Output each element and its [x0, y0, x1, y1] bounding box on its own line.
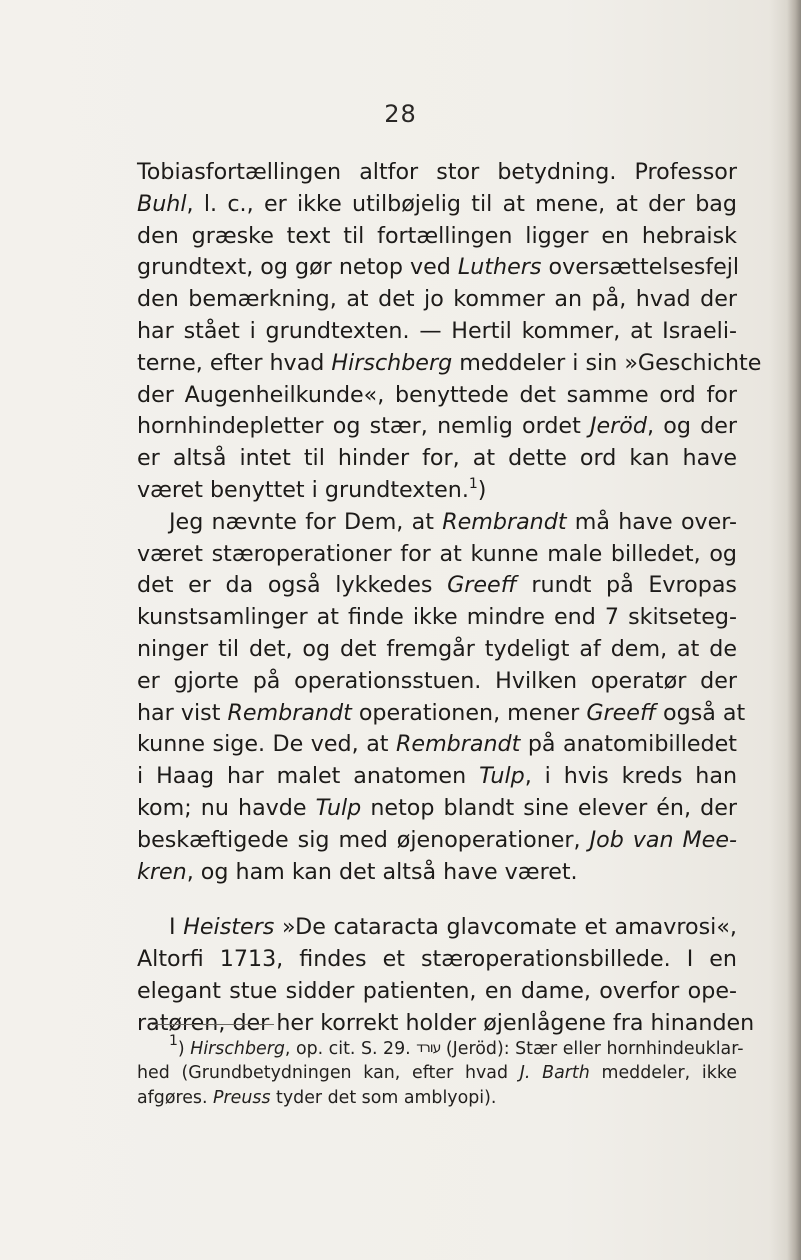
text-line — [137, 443, 737, 475]
text-run: Jeg nævnte for Dem, at — [169, 508, 443, 535]
body-text — [137, 157, 762, 1040]
paragraph — [137, 507, 746, 889]
italic-name: Luthers — [457, 254, 542, 281]
italic-name: Rembrandt — [227, 699, 352, 726]
text-run: på anatomibilledet — [520, 731, 737, 758]
text-run: må have over- — [566, 508, 738, 535]
text-run: , i hvis kreds han — [524, 763, 738, 790]
text-run: beskæftigede sig med øjenoperationer, — [137, 826, 590, 853]
italic-name: Buhl — [137, 190, 187, 217]
hebrew-word: עורד — [416, 1040, 441, 1056]
text-run: Tobiasfortællingen altfor stor betydning. Professor — [137, 159, 737, 185]
paragraph — [137, 912, 755, 1039]
paragraph-gap — [137, 888, 737, 912]
text-line — [137, 570, 737, 602]
text-line — [137, 1033, 744, 1061]
text-line — [137, 284, 737, 316]
paragraph — [137, 157, 762, 507]
page-edge-shadow — [787, 0, 801, 1260]
text-run: også at — [655, 699, 746, 726]
text-run: været stæroperationer for at kunne male billedet, og — [137, 540, 737, 567]
text-line — [137, 252, 740, 284]
footnote-rule — [152, 1024, 274, 1025]
text-line — [137, 912, 737, 944]
text-run: den græske text til fortællingen ligger en hebraisk — [137, 222, 737, 249]
italic-name: Greeff — [447, 572, 517, 599]
text-run: meddeler i sin »Geschichte — [452, 349, 762, 376]
italic-name: Rembrandt — [442, 508, 567, 535]
text-line — [137, 189, 737, 221]
text-run: , og der — [646, 413, 737, 440]
text-run: netop blandt sine elever én, der — [361, 794, 737, 821]
italic-name: J. Barth — [519, 1063, 590, 1083]
text-line — [137, 380, 737, 412]
footnote-marker: 1 — [468, 475, 478, 492]
text-run: hornhindepletter og stær, nemlig ordet — [137, 413, 590, 440]
text-run: elegant stue sidder patienten, en dame, overfor ope- — [137, 977, 737, 1004]
text-line — [137, 348, 762, 380]
text-run: , l. c., er ikke utilbøjelig til at mene, at der bag — [186, 190, 737, 217]
text-run: (Jeröd): Stær eller hornhindeuklar- — [440, 1039, 744, 1059]
text-line — [137, 698, 746, 730]
text-line — [137, 729, 737, 761]
italic-name: Hirschberg — [331, 349, 453, 376]
text-line — [137, 944, 737, 976]
italic-name: Jeröd — [589, 413, 647, 440]
text-line — [137, 316, 737, 348]
text-line — [137, 602, 737, 634]
italic-name: Hirschberg — [190, 1039, 285, 1059]
text-line — [137, 793, 737, 825]
text-line — [137, 539, 737, 571]
italic-name: Tulp — [479, 763, 525, 790]
text-run: i Haag har malet anatomen — [137, 763, 480, 790]
text-line — [137, 976, 737, 1008]
text-run: tyder det som amblyopi). — [270, 1088, 497, 1108]
text-line — [137, 475, 737, 507]
text-run: været benyttet i grundtexten. — [137, 476, 469, 503]
text-run: kunstsamlinger at finde ikke mindre end 7 skitseteg- — [137, 604, 737, 631]
text-run: Altorfi 1713, findes et stæroperationsbillede. I en — [137, 946, 737, 973]
text-line — [137, 1061, 737, 1086]
text-run: , op. cit. S. 29. — [284, 1039, 417, 1059]
text-run: har vist — [137, 699, 228, 726]
footnotes — [137, 1033, 744, 1111]
italic-name: Preuss — [213, 1088, 271, 1108]
text-run: kunne sige. De ved, at — [137, 731, 396, 758]
text-run: »De cataracta glavcomate et amavrosi«, — [274, 914, 737, 941]
text-run: ) — [177, 1039, 191, 1059]
text-run: er altså intet til hinder for, at dette ord kan have — [137, 445, 737, 472]
text-line — [137, 221, 737, 253]
italic-name: Heisters — [183, 914, 275, 941]
text-run: oversættelsesfejl — [541, 254, 740, 281]
text-run: afgøres. — [137, 1088, 214, 1108]
text-run: det er da også lykkedes — [137, 572, 448, 599]
italic-name: Tulp — [315, 794, 362, 821]
text-run: ratøren, der her korrekt holder øjenlågene fra hinanden — [137, 1009, 755, 1036]
italic-name: Greeff — [586, 699, 656, 726]
text-line — [137, 825, 737, 857]
text-run: meddeler, ikke — [589, 1063, 737, 1083]
text-line — [137, 411, 737, 443]
text-run: kom; nu havde — [137, 794, 316, 821]
footnote-marker: 1 — [169, 1033, 178, 1049]
italic-name: kren — [137, 858, 187, 885]
text-line — [137, 1086, 737, 1111]
text-run: , og ham kan det altså have været. — [186, 858, 578, 885]
text-line — [137, 157, 737, 189]
text-line — [137, 761, 737, 793]
text-run: ninger til det, og det fremgår tydeligt af dem, at de — [137, 635, 737, 662]
italic-name: Job van Mee- — [589, 826, 737, 853]
text-run: operationen, mener — [351, 699, 587, 726]
text-run: hed (Grundbetydningen kan, efter hvad — [137, 1063, 520, 1083]
text-line — [137, 666, 737, 698]
text-line — [137, 507, 737, 539]
text-run: den bemærkning, at det jo kommer an på, hvad der — [137, 286, 737, 313]
text-run: terne, efter hvad — [137, 349, 332, 376]
text-run: har stået i grundtexten. — Hertil kommer, at Israeli- — [137, 317, 737, 344]
text-run: er gjorte på operationsstuen. Hvilken operatør der — [137, 667, 737, 694]
text-run: rundt på Evropas — [516, 572, 737, 599]
text-run: I — [169, 914, 184, 941]
italic-name: Rembrandt — [396, 731, 521, 758]
text-run: ) — [477, 476, 487, 503]
text-run: grundtext, og gør netop ved — [137, 254, 458, 281]
text-line — [137, 634, 737, 666]
footnote — [137, 1033, 744, 1111]
text-run: der Augenheilkunde«, benyttede det samme ord for — [137, 381, 737, 408]
page-number: 28 — [384, 100, 417, 128]
text-line — [137, 857, 737, 889]
